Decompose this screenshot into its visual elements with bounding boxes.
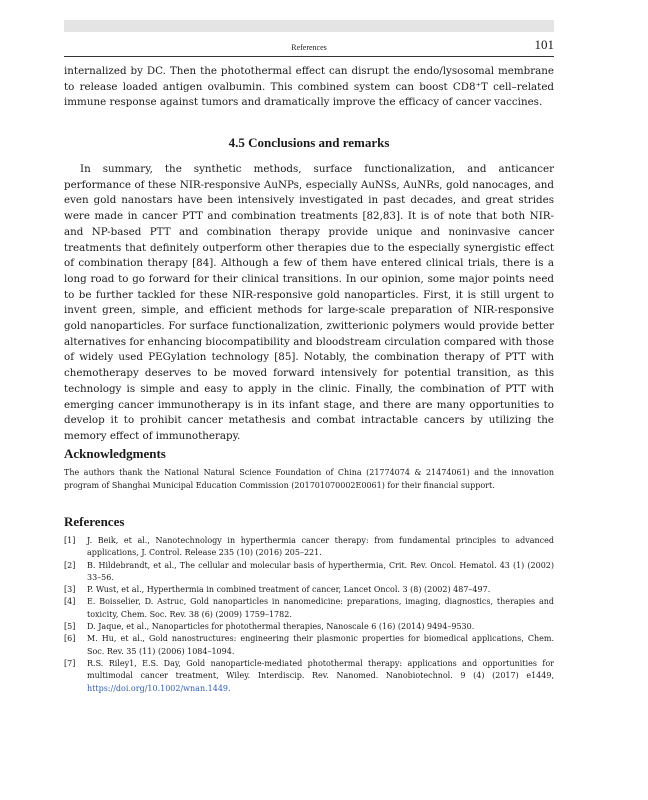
reference-text: P. Wust, et al., Hyperthermia in combined treatment of cancer, Lancet Oncol. 3 (8) (2002) 487–497.: [87, 585, 491, 595]
page-number: 101: [534, 37, 554, 52]
running-title: References: [291, 43, 327, 52]
reference-number: [7]: [64, 658, 76, 668]
reference-item: [64, 633, 554, 658]
acknowledgments-text: The authors thank the National Natural Science Foundation of China (21774074 & 21474061) and the innovation program of Shanghai Municipal Education Commission (201701070002E0061) for their financial support.: [64, 468, 554, 490]
acknowledgments-heading: Acknowledgments: [64, 446, 166, 461]
reference-text: R.S. Riley1, E.S. Day, Gold nanoparticle-mediated photothermal therapy: applications and opportunities for multimodal cancer treatment, Wiley. Interdiscip. Rev. Nanomed. Nanobiotechnol. 9 (4) (2017) e1449,: [87, 658, 554, 681]
intro-paragraph: internalized by DC. Then the photothermal effect can disrupt the endo/lysosomal membrane to release loaded antigen ovalbumin. This combined system can boost CD8⁺T cell–related immune response against tumors and dramatically improve the efficacy of cancer vaccines.: [64, 65, 554, 109]
reference-item: [64, 560, 554, 585]
reference-text: M. Hu, et al., Gold nanostructures: engineering their plasmonic properties for biomedical applications, Chem. Soc. Rev. 35 (11) (2006) 1084–1094.: [87, 634, 554, 656]
reference-item: [64, 658, 554, 695]
reference-number: [2]: [64, 560, 76, 570]
top-gray-bar: [64, 20, 554, 32]
reference-text: J. Beik, et al., Nanotechnology in hyperthermia cancer therapy: from fundamental principles to advanced applications, J. Control. Release 235 (10) (2016) 205–221.: [87, 536, 554, 558]
conclusions-paragraph: In summary, the synthetic methods, surface functionalization, and anticancer performance of these NIR-responsive AuNPs, especially AuNSs, AuNRs, gold nanocages, and even gold nanostars have been intensively investigated in past decades, and great strides were made in cancer PTT and combination treatments [82,83]. It is of note that both NIR- and NP-based PTT and combination therapy provide unique and noninvasive cancer treatments that definitely outperform other therapies due to the especially synergistic effect of combination therapy [84]. Although a few of them have entered clinical trials, there is a long road to go forward for their clinical transitions. In our opinion, some major points need to be further tackled for these NIR-responsive gold nanoparticles. First, it is still urgent to invent green, simple, and efficient methods for large-scale preparation of NIR-responsive gold nanoparticles. For surface functionalization, zwitterionic polymers would provide better alternatives for enhancing biocompatibility and bloodstream circulation compared with those of widely used PEGylation technology [85]. Notably, the combination therapy of PTT with chemotherapy deserves to be moved forward intensively for potential transition, as this technology is simple and easy to apply in the clinic. Finally, the combination of PTT with emerging cancer immunotherapy is in its infant stage, and there are many opportunities to develop it to prohibit cancer metathesis and combat intractable cancers by utilizing the memory effect of immunotherapy.: [64, 163, 554, 442]
reference-number: [6]: [64, 634, 76, 644]
reference-number: [5]: [64, 622, 76, 632]
reference-item: [64, 535, 554, 560]
reference-item: [64, 621, 554, 633]
reference-text: E. Boisselier, D. Astruc, Gold nanoparticles in nanomedicine: preparations, imaging, diagnostics, therapies and toxicity, Chem. Soc. Rev. 38 (6) (2009) 1759–1782.: [87, 597, 554, 619]
page-header: [64, 36, 554, 57]
reference-text: B. Hildebrandt, et al., The cellular and molecular basis of hyperthermia, Crit. Rev. Oncol. Hematol. 43 (1) (2002) 33–56.: [87, 560, 554, 582]
reference-item: [64, 584, 554, 596]
reference-list: [64, 535, 554, 695]
doi-link[interactable]: https://doi.org/10.1002/wnan.1449.: [87, 683, 231, 693]
reference-number: [4]: [64, 597, 76, 607]
reference-item: [64, 596, 554, 621]
reference-number: [3]: [64, 585, 76, 595]
section-heading: 4.5 Conclusions and remarks: [228, 135, 390, 150]
references-heading: References: [64, 514, 125, 529]
reference-number: [1]: [64, 536, 76, 545]
reference-text: D. Jaque, et al., Nanoparticles for photothermal therapies, Nanoscale 6 (16) (2014) 9494–9530.: [87, 622, 475, 632]
